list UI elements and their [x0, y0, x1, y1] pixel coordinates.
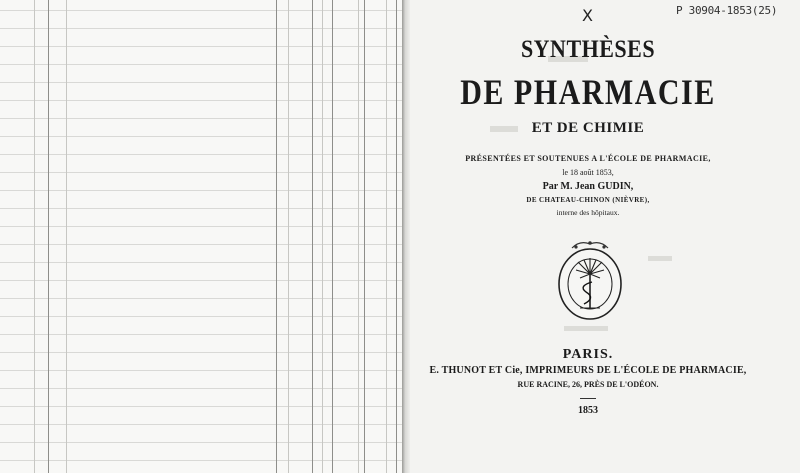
ruled-line — [0, 280, 404, 281]
ruled-line — [0, 64, 404, 65]
bleed-through-text — [648, 256, 672, 261]
ruled-line — [0, 226, 404, 227]
title-line-1: SYNTHÈSES — [520, 34, 656, 63]
ruled-line — [0, 388, 404, 389]
ruled-line — [0, 406, 404, 407]
defense-date: le 18 août 1853, — [562, 168, 614, 177]
ruled-line — [0, 370, 404, 371]
column-rule — [358, 0, 359, 473]
column-rule — [396, 0, 397, 473]
bleed-through-text — [564, 326, 608, 331]
imprint-printer: E. THUNOT ET Cie, IMPRIMEURS DE L'ÉCOLE DE PHARMACIE, — [429, 365, 747, 376]
ruled-line — [0, 424, 404, 425]
imprint-year: 1853 — [578, 405, 598, 416]
book-gutter — [402, 0, 410, 473]
ruled-line — [0, 172, 404, 173]
ruled-line — [0, 154, 404, 155]
ruled-line — [0, 100, 404, 101]
ruled-line — [0, 460, 404, 461]
ruled-line — [0, 334, 404, 335]
position-line: interne des hôpitaux. — [556, 208, 620, 217]
title-page — [410, 0, 800, 473]
ruled-line — [0, 262, 404, 263]
imprint-divider — [580, 398, 596, 399]
subtitle: PRÉSENTÉES ET SOUTENUES A L'ÉCOLE DE PHARMACIE, — [465, 154, 711, 163]
column-rule — [288, 0, 289, 473]
ruled-line — [0, 298, 404, 299]
origin-line: DE CHATEAU-CHINON (NIÈVRE), — [526, 196, 650, 204]
column-rule — [386, 0, 387, 473]
column-rule — [322, 0, 323, 473]
school-seal-emblem — [556, 238, 624, 322]
ruled-line — [0, 28, 404, 29]
ruled-line — [0, 46, 404, 47]
column-rule — [66, 0, 67, 473]
imprint-city: PARIS. — [562, 347, 614, 362]
column-rule — [276, 0, 277, 473]
handwritten-shelfmark: P 30904-1853(25) — [676, 4, 778, 17]
ruled-line — [0, 10, 404, 11]
column-rule — [364, 0, 365, 473]
ruled-line — [0, 316, 404, 317]
title-line-3: ET DE CHIMIE — [531, 120, 645, 136]
ruled-line — [0, 136, 404, 137]
ruled-line — [0, 82, 404, 83]
ruled-line — [0, 118, 404, 119]
ruled-line — [0, 244, 404, 245]
column-rule — [48, 0, 49, 473]
handwritten-mark: X — [582, 6, 593, 25]
column-rule — [34, 0, 35, 473]
imprint-address: RUE RACINE, 26, PRÈS DE L'ODÉON. — [517, 380, 659, 389]
author-line: Par M. Jean GUDIN, — [542, 181, 634, 192]
ruled-line — [0, 190, 404, 191]
ruled-line — [0, 352, 404, 353]
column-rule — [312, 0, 313, 473]
title-line-2: DE PHARMACIE — [460, 72, 716, 113]
ruled-line — [0, 208, 404, 209]
ruled-line — [0, 442, 404, 443]
column-rule — [332, 0, 333, 473]
